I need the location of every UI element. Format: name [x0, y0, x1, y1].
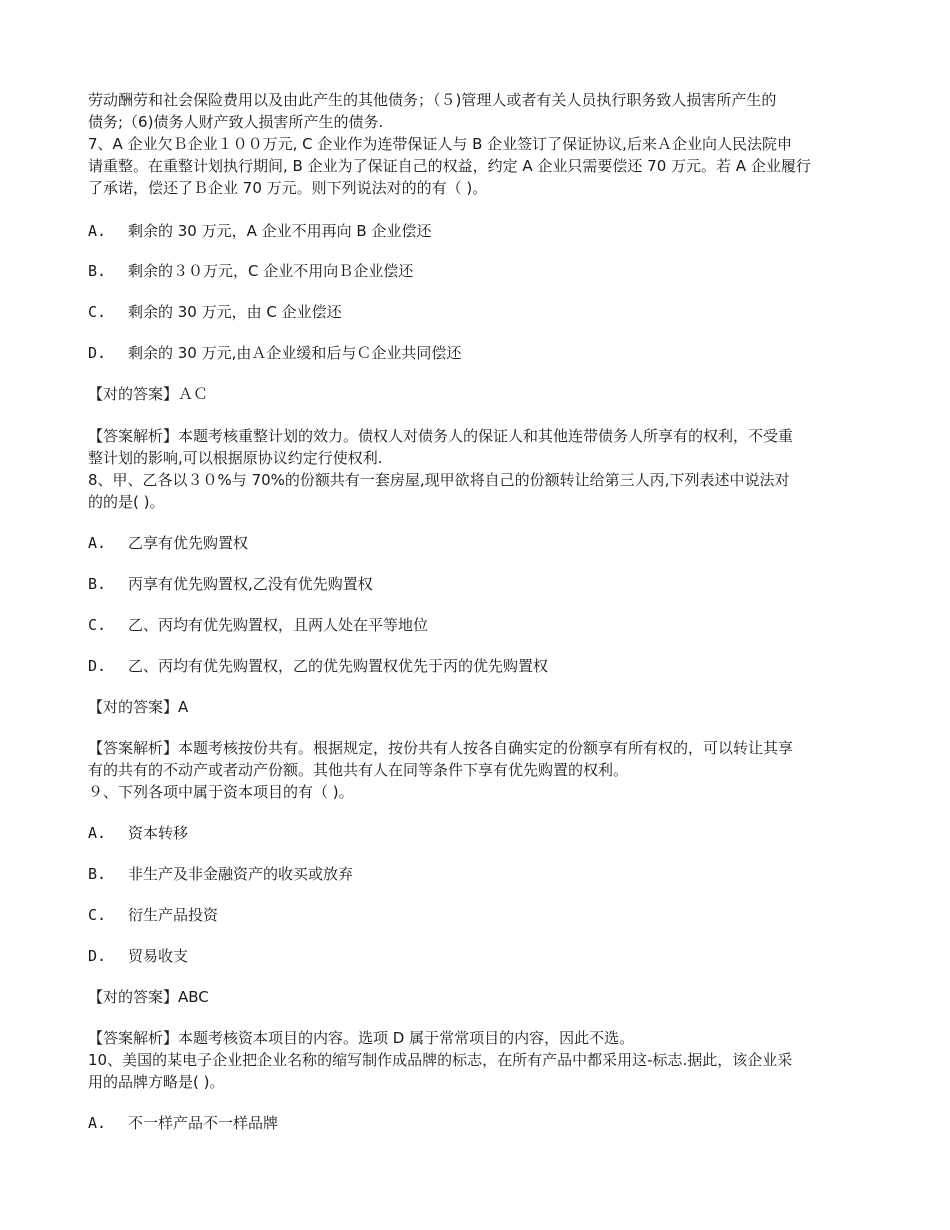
option-text: 剩余的 30 万元，由 C 企业偿还 [128, 303, 342, 321]
question-8-analysis: 有的共有的不动产或者动产份额。其他共有人在同等条件下享有优先购置的权利。 [88, 761, 629, 779]
option-text: 乙、丙均有优先购置权，乙的优先购置权优先于丙的优先购置权 [128, 657, 549, 675]
question-8-stem: 8、甲、乙各以３０%与 70%的份额共有一套房屋,现甲欲将自己的份额转让给第三人丙,下列表述中说法对 [88, 471, 790, 489]
question-8-stem: 的的是( )。 [88, 493, 165, 511]
question-8-option-d [88, 655, 548, 677]
option-letter: A. [88, 222, 107, 240]
option-text: 丙享有优先购置权,乙没有优先购置权 [128, 575, 373, 593]
option-text: 不一样产品不一样品牌 [128, 1114, 279, 1132]
question-9-analysis: 【答案解析】本题考核资本项目的内容。选项 D 属于常常项目的内容，因此不选。 [88, 1029, 635, 1047]
option-letter: A. [88, 824, 107, 842]
question-9-stem: ９、下列各项中属于资本项目的有（ )。 [88, 783, 354, 801]
question-7-option-d [88, 342, 461, 364]
question-7-stem: 了承诺，偿还了Ｂ企业 70 万元。则下列说法对的的有（ )。 [88, 179, 488, 197]
question-7-stem: 请重整。在重整计划执行期间, B 企业为了保证自己的权益，约定 A 企业只需要偿还 70 万元。若 A 企业履行 [88, 157, 811, 175]
question-8-analysis: 【答案解析】本题考核按份共有。根据规定，按份共有人按各自确实定的份额享有所有权的，可以转让其享 [88, 739, 794, 757]
option-text: 剩余的３０万元，C 企业不用向Ｂ企业偿还 [128, 262, 414, 280]
question-9-option-c [88, 904, 218, 926]
question-7-analysis: 【答案解析】本题考核重整计划的效力。债权人对债务人的保证人和其他连带债务人所享有的权利，不受重 [88, 427, 794, 445]
question-10-option-a [88, 1112, 278, 1134]
question-7-stem: 7、A 企业欠Ｂ企业１００万元, C 企业作为连带保证人与 B 企业签订了保证协议,后来Ａ企业向人民法院申 [88, 135, 792, 153]
option-letter: B. [88, 865, 107, 883]
question-7-analysis: 整计划的影响,可以根据原协议约定行使权利. [88, 449, 383, 467]
question-10-stem: 10、美国的某电子企业把企业名称的缩写制作成品牌的标志，在所有产品中都采用这-标志.据此，该企业采 [88, 1051, 793, 1069]
question-9-option-a [88, 822, 188, 844]
option-text: 贸易收支 [128, 947, 189, 965]
option-text: 非生产及非金融资产的收买或放弃 [128, 865, 354, 883]
question-8-answer: 【对的答案】A [88, 698, 189, 716]
option-letter: C. [88, 616, 107, 634]
question-9-option-d [88, 945, 188, 967]
question-8-option-a [88, 532, 248, 554]
option-text: 乙享有优先购置权 [128, 534, 249, 552]
option-letter: C. [88, 303, 107, 321]
option-letter: A. [88, 534, 107, 552]
option-letter: C. [88, 906, 107, 924]
option-letter: B. [88, 262, 107, 280]
option-text: 剩余的 30 万元,由Ａ企业缓和后与Ｃ企业共同偿还 [128, 344, 462, 362]
question-7-answer: 【对的答案】ＡＣ [88, 385, 209, 403]
intro-line: 债务;（6)债务人财产致人损害所产生的债务. [88, 113, 384, 131]
option-letter: A. [88, 1114, 107, 1132]
option-text: 资本转移 [128, 824, 189, 842]
question-9-option-b [88, 863, 353, 885]
intro-line: 劳动酬劳和社会保险费用以及由此产生的其他债务；（５)管理人或者有关人员执行职务致人损害所产生的 [88, 91, 777, 109]
question-8-option-b [88, 573, 373, 595]
question-8-option-c [88, 614, 428, 636]
option-letter: D. [88, 947, 107, 965]
option-text: 衍生产品投资 [128, 906, 219, 924]
option-letter: B. [88, 575, 107, 593]
question-7-option-b [88, 260, 413, 282]
question-7-option-c [88, 301, 342, 323]
option-text: 剩余的 30 万元，A 企业不用再向 B 企业偿还 [128, 222, 432, 240]
option-text: 乙、丙均有优先购置权，且两人处在平等地位 [128, 616, 429, 634]
question-9-answer: 【对的答案】ABC [88, 988, 209, 1006]
question-10-stem: 用的品牌方略是( )。 [88, 1073, 225, 1091]
option-letter: D. [88, 657, 107, 675]
question-7-option-a [88, 220, 431, 242]
option-letter: D. [88, 344, 107, 362]
